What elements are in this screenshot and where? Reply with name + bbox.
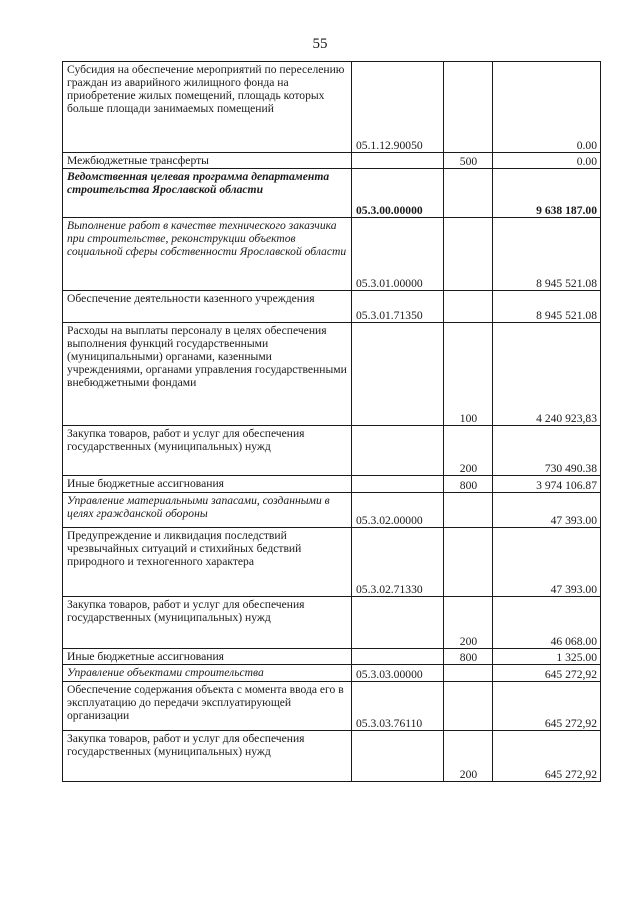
row-name: Иные бюджетные ассигнования bbox=[63, 476, 352, 493]
row-type bbox=[444, 493, 493, 528]
budget-table bbox=[62, 61, 601, 782]
table-row bbox=[63, 665, 601, 682]
row-code: 05.3.01.71350 bbox=[352, 291, 444, 323]
row-code bbox=[352, 476, 444, 493]
table-row bbox=[63, 291, 601, 323]
row-type: 200 bbox=[444, 731, 493, 782]
row-name: Закупка товаров, работ и услуг для обеспечения государственных (муниципальных) нужд bbox=[63, 731, 352, 782]
row-name: Закупка товаров, работ и услуг для обеспечения государственных (муниципальных) нужд bbox=[63, 597, 352, 649]
row-type bbox=[444, 62, 493, 153]
row-sum: 47 393.00 bbox=[493, 528, 601, 597]
row-sum: 46 068.00 bbox=[493, 597, 601, 649]
row-code: 05.3.02.71330 bbox=[352, 528, 444, 597]
table-row bbox=[63, 323, 601, 426]
row-name: Управление объектами строительства bbox=[63, 665, 352, 682]
row-type: 500 bbox=[444, 153, 493, 169]
row-code: 05.3.00.00000 bbox=[352, 169, 444, 218]
row-name: Межбюджетные трансферты bbox=[63, 153, 352, 169]
row-code bbox=[352, 597, 444, 649]
row-name: Управление материальными запасами, созданными в целях гражданской обороны bbox=[63, 493, 352, 528]
row-sum: 47 393.00 bbox=[493, 493, 601, 528]
row-name: Закупка товаров, работ и услуг для обеспечения государственных (муниципальных) нужд bbox=[63, 426, 352, 476]
row-type bbox=[444, 169, 493, 218]
table-row bbox=[63, 597, 601, 649]
row-sum: 645 272,92 bbox=[493, 682, 601, 731]
row-type bbox=[444, 665, 493, 682]
table-row bbox=[63, 682, 601, 731]
row-type: 200 bbox=[444, 597, 493, 649]
row-sum: 8 945 521.08 bbox=[493, 291, 601, 323]
page-number: 55 bbox=[312, 36, 328, 52]
row-name: Субсидия на обеспечение мероприятий по переселению граждан из аварийного жилищного фонда на приобретение жилых помещений, площадь которых больше площади занимаемых помещений bbox=[63, 62, 352, 153]
row-type: 100 bbox=[444, 323, 493, 426]
row-code: 05.1.12.90050 bbox=[352, 62, 444, 153]
row-name: Обеспечение деятельности казенного учреждения bbox=[63, 291, 352, 323]
row-sum: 4 240 923,83 bbox=[493, 323, 601, 426]
table-row bbox=[63, 218, 601, 291]
row-code bbox=[352, 731, 444, 782]
row-code bbox=[352, 426, 444, 476]
table-row bbox=[63, 528, 601, 597]
row-sum: 645 272,92 bbox=[493, 665, 601, 682]
row-type bbox=[444, 291, 493, 323]
table-row bbox=[63, 426, 601, 476]
row-type: 800 bbox=[444, 476, 493, 493]
table-row bbox=[63, 731, 601, 782]
row-sum: 645 272,92 bbox=[493, 731, 601, 782]
row-name: Выполнение работ в качестве технического заказчика при строительстве, реконструкции объектов социальной сферы собственности Ярославской области bbox=[63, 218, 352, 291]
row-type bbox=[444, 528, 493, 597]
table-row bbox=[63, 169, 601, 218]
table-row bbox=[63, 493, 601, 528]
table-row bbox=[63, 62, 601, 153]
row-sum: 1 325.00 bbox=[493, 649, 601, 665]
row-code: 05.3.01.00000 bbox=[352, 218, 444, 291]
row-name: Обеспечение содержания объекта с момента ввода его в эксплуатацию до передачи эксплуатирующей организации bbox=[63, 682, 352, 731]
row-sum: 0.00 bbox=[493, 62, 601, 153]
table-row bbox=[63, 153, 601, 169]
table-row bbox=[63, 649, 601, 665]
row-code: 05.3.03.00000 bbox=[352, 665, 444, 682]
row-name: Расходы на выплаты персоналу в целях обеспечения выполнения функций государственными (муниципальными) органами, казенными учреждениями, органами управления государственными внебюджетными фондами bbox=[63, 323, 352, 426]
row-type bbox=[444, 682, 493, 731]
row-type bbox=[444, 218, 493, 291]
row-type: 200 bbox=[444, 426, 493, 476]
row-sum: 3 974 106.87 bbox=[493, 476, 601, 493]
row-code: 05.3.02.00000 bbox=[352, 493, 444, 528]
row-name: Предупреждение и ликвидация последствий чрезвычайных ситуаций и стихийных бедствий природного и техногенного характера bbox=[63, 528, 352, 597]
row-type: 800 bbox=[444, 649, 493, 665]
row-sum: 8 945 521.08 bbox=[493, 218, 601, 291]
row-code: 05.3.03.76110 bbox=[352, 682, 444, 731]
row-name: Ведомственная целевая программа департамента строительства Ярославской области bbox=[63, 169, 352, 218]
row-sum: 730 490.38 bbox=[493, 426, 601, 476]
row-code bbox=[352, 153, 444, 169]
row-sum: 9 638 187.00 bbox=[493, 169, 601, 218]
row-name: Иные бюджетные ассигнования bbox=[63, 649, 352, 665]
row-code bbox=[352, 649, 444, 665]
table-row bbox=[63, 476, 601, 493]
row-code bbox=[352, 323, 444, 426]
row-sum: 0.00 bbox=[493, 153, 601, 169]
